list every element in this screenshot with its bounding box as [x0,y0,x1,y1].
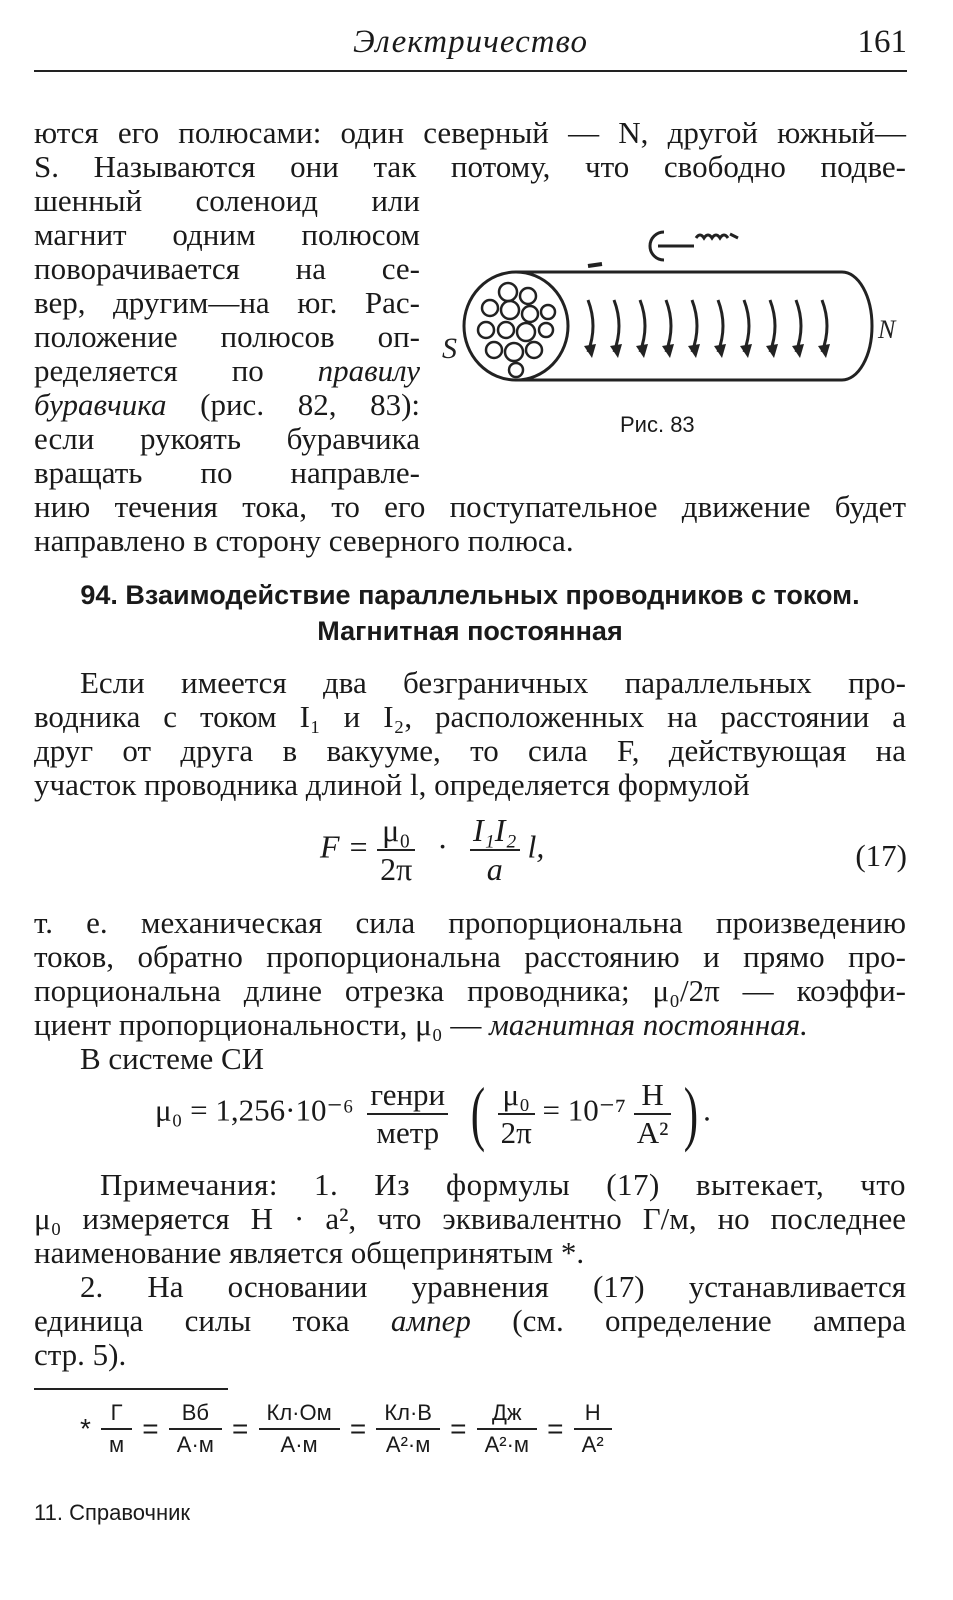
fraction-denominator: 2π [500,1114,532,1150]
unit-fraction [477,1398,537,1460]
page-footer: 11. Справочник [34,1500,191,1525]
fraction-denominator: a [486,851,503,887]
unit-numerator: Н [574,1398,612,1430]
fraction-numerator: генри [367,1077,448,1115]
solenoid-figure [438,214,914,414]
term-ampere: ампер [390,1303,471,1338]
close-paren: ) [683,1073,699,1153]
text-span: циент пропорциональности, μ₀ — [34,1007,490,1042]
text-line: если рукоять буравчика [34,421,420,456]
unit-fraction [259,1398,340,1460]
fraction-numerator: μ₀ [377,812,415,851]
term-magnetic-constant: магнитная постоянная. [489,1007,808,1042]
equals-sign: = [547,1413,564,1444]
text-line: наименование является общепринятым *. [34,1235,585,1270]
pole-n-label: N [878,315,896,344]
formula-end: . [703,1092,711,1128]
text-span: (рис. 82, 83): [166,387,420,422]
footnote-units [76,1398,612,1460]
text-line: Примечания: 1. Из формулы (17) вытекает, что [100,1167,906,1202]
unit-denominator: А²·м [484,1432,530,1457]
formula-17 [320,812,544,888]
gimlet-icon [588,232,738,266]
formula-mu0 [155,1072,711,1155]
header-title: Электричество [353,24,588,60]
fraction-numerator: Н [634,1077,672,1115]
text-line: нию течения тока, то его поступательное движение будет [34,489,906,524]
pole-s-label: S [442,332,457,365]
text-line: друг от друга в вакууме, то сила F, действующая на [34,733,906,768]
text-line: направлено в сторону северного полюса. [34,523,574,558]
fraction [498,1077,535,1151]
text-line: порциональна длине отрезка проводника; μ₀/2π — коэффи- [34,973,906,1008]
fraction-denominator: 2π [380,851,413,887]
text-line: В системе СИ [80,1041,265,1076]
text-line: участок проводника длиной l, определяется формулой [34,767,750,802]
text-line: μ₀ измеряется Н · а², что эквивалентно Г/м, но последнее [34,1201,906,1236]
text-line [34,354,420,387]
unit-fraction [574,1398,612,1460]
fraction-numerator: I₁I₂ [470,812,520,851]
fraction [377,812,415,888]
text-line: ются его полюсами: один северный — N, другой южный— [34,115,906,150]
text-line [34,1008,808,1041]
text-line: магнит одним полюсом [34,217,420,252]
unit-denominator: м [109,1432,125,1457]
text-line: вер, другим—на юг. Рас- [34,285,420,320]
text-line: 2. На основании уравнения (17) устанавливается [80,1269,906,1304]
text-line: вращать по направле- [34,455,420,490]
unit-numerator: Г [101,1398,132,1430]
page-number: 161 [857,24,907,60]
equals-sign: = [349,1413,367,1444]
fraction-denominator: А² [636,1114,669,1150]
text-line: поворачивается на се- [34,251,420,286]
unit-denominator: А²·м [385,1432,431,1457]
text-line [34,388,420,421]
text-span: (см. определение ампера [470,1303,906,1338]
running-header [34,18,907,72]
equals-sign: = [450,1413,467,1444]
unit-numerator: Дж [477,1398,537,1430]
formula-lhs: F = [320,828,370,865]
text-line: шенный соленоид или [34,183,420,218]
text-line: положение полюсов оп- [34,319,420,354]
text-span: единица силы тока [34,1303,391,1338]
unit-numerator: Вб [169,1398,222,1430]
unit-denominator: А² [581,1432,604,1457]
fraction [634,1077,672,1151]
figure-caption: Рис. 83 [620,412,695,437]
fraction [470,812,520,888]
unit-denominator: А·м [176,1432,214,1457]
equals-sign: = [232,1413,249,1444]
section-heading-sub: Магнитная постоянная [317,616,623,646]
equation-number: (17) [855,838,907,873]
open-paren: ( [470,1073,486,1153]
unit-fraction [101,1398,132,1460]
unit-fraction [169,1398,222,1460]
text-line [34,1304,906,1337]
equals-sign: = [142,1413,159,1444]
text-line: токов, обратно пропорциональна расстоянию и прямо про- [34,939,906,974]
fraction [367,1077,448,1151]
term-gimlet: буравчика [34,387,167,422]
text-line: т. е. механическая сила пропорциональна произведению [34,905,906,940]
text-line: стр. 5). [34,1337,127,1372]
fraction-denominator: метр [376,1114,440,1150]
footnote-rule [34,1388,228,1390]
unit-fraction [376,1398,440,1460]
text-line: Если имеется два безграничных параллельных про- [80,665,906,700]
unit-numerator: Кл·Ом [259,1398,340,1430]
text-line: S. Называются они так потому, что свободно подве- [34,149,906,184]
unit-denominator: А·м [280,1432,318,1457]
fraction-numerator: μ₀ [498,1077,535,1115]
term-gimlet-rule: правилу [317,353,420,388]
section-heading: 94. Взаимодействие параллельных проводников с током. [80,580,860,610]
formula-tail: l, [527,828,545,865]
footnote-star: * [80,1413,91,1444]
text-line: водника с током I₁ и I₂, расположенных на расстоянии a [34,699,906,734]
formula-lhs: μ₀ = 1,256·10⁻⁶ [155,1092,354,1128]
multiply-dot: · [437,828,448,865]
unit-numerator: Кл·В [376,1398,440,1430]
text-span: ределяется по [34,353,318,388]
formula-equals: = 10⁻⁷ [542,1092,626,1128]
